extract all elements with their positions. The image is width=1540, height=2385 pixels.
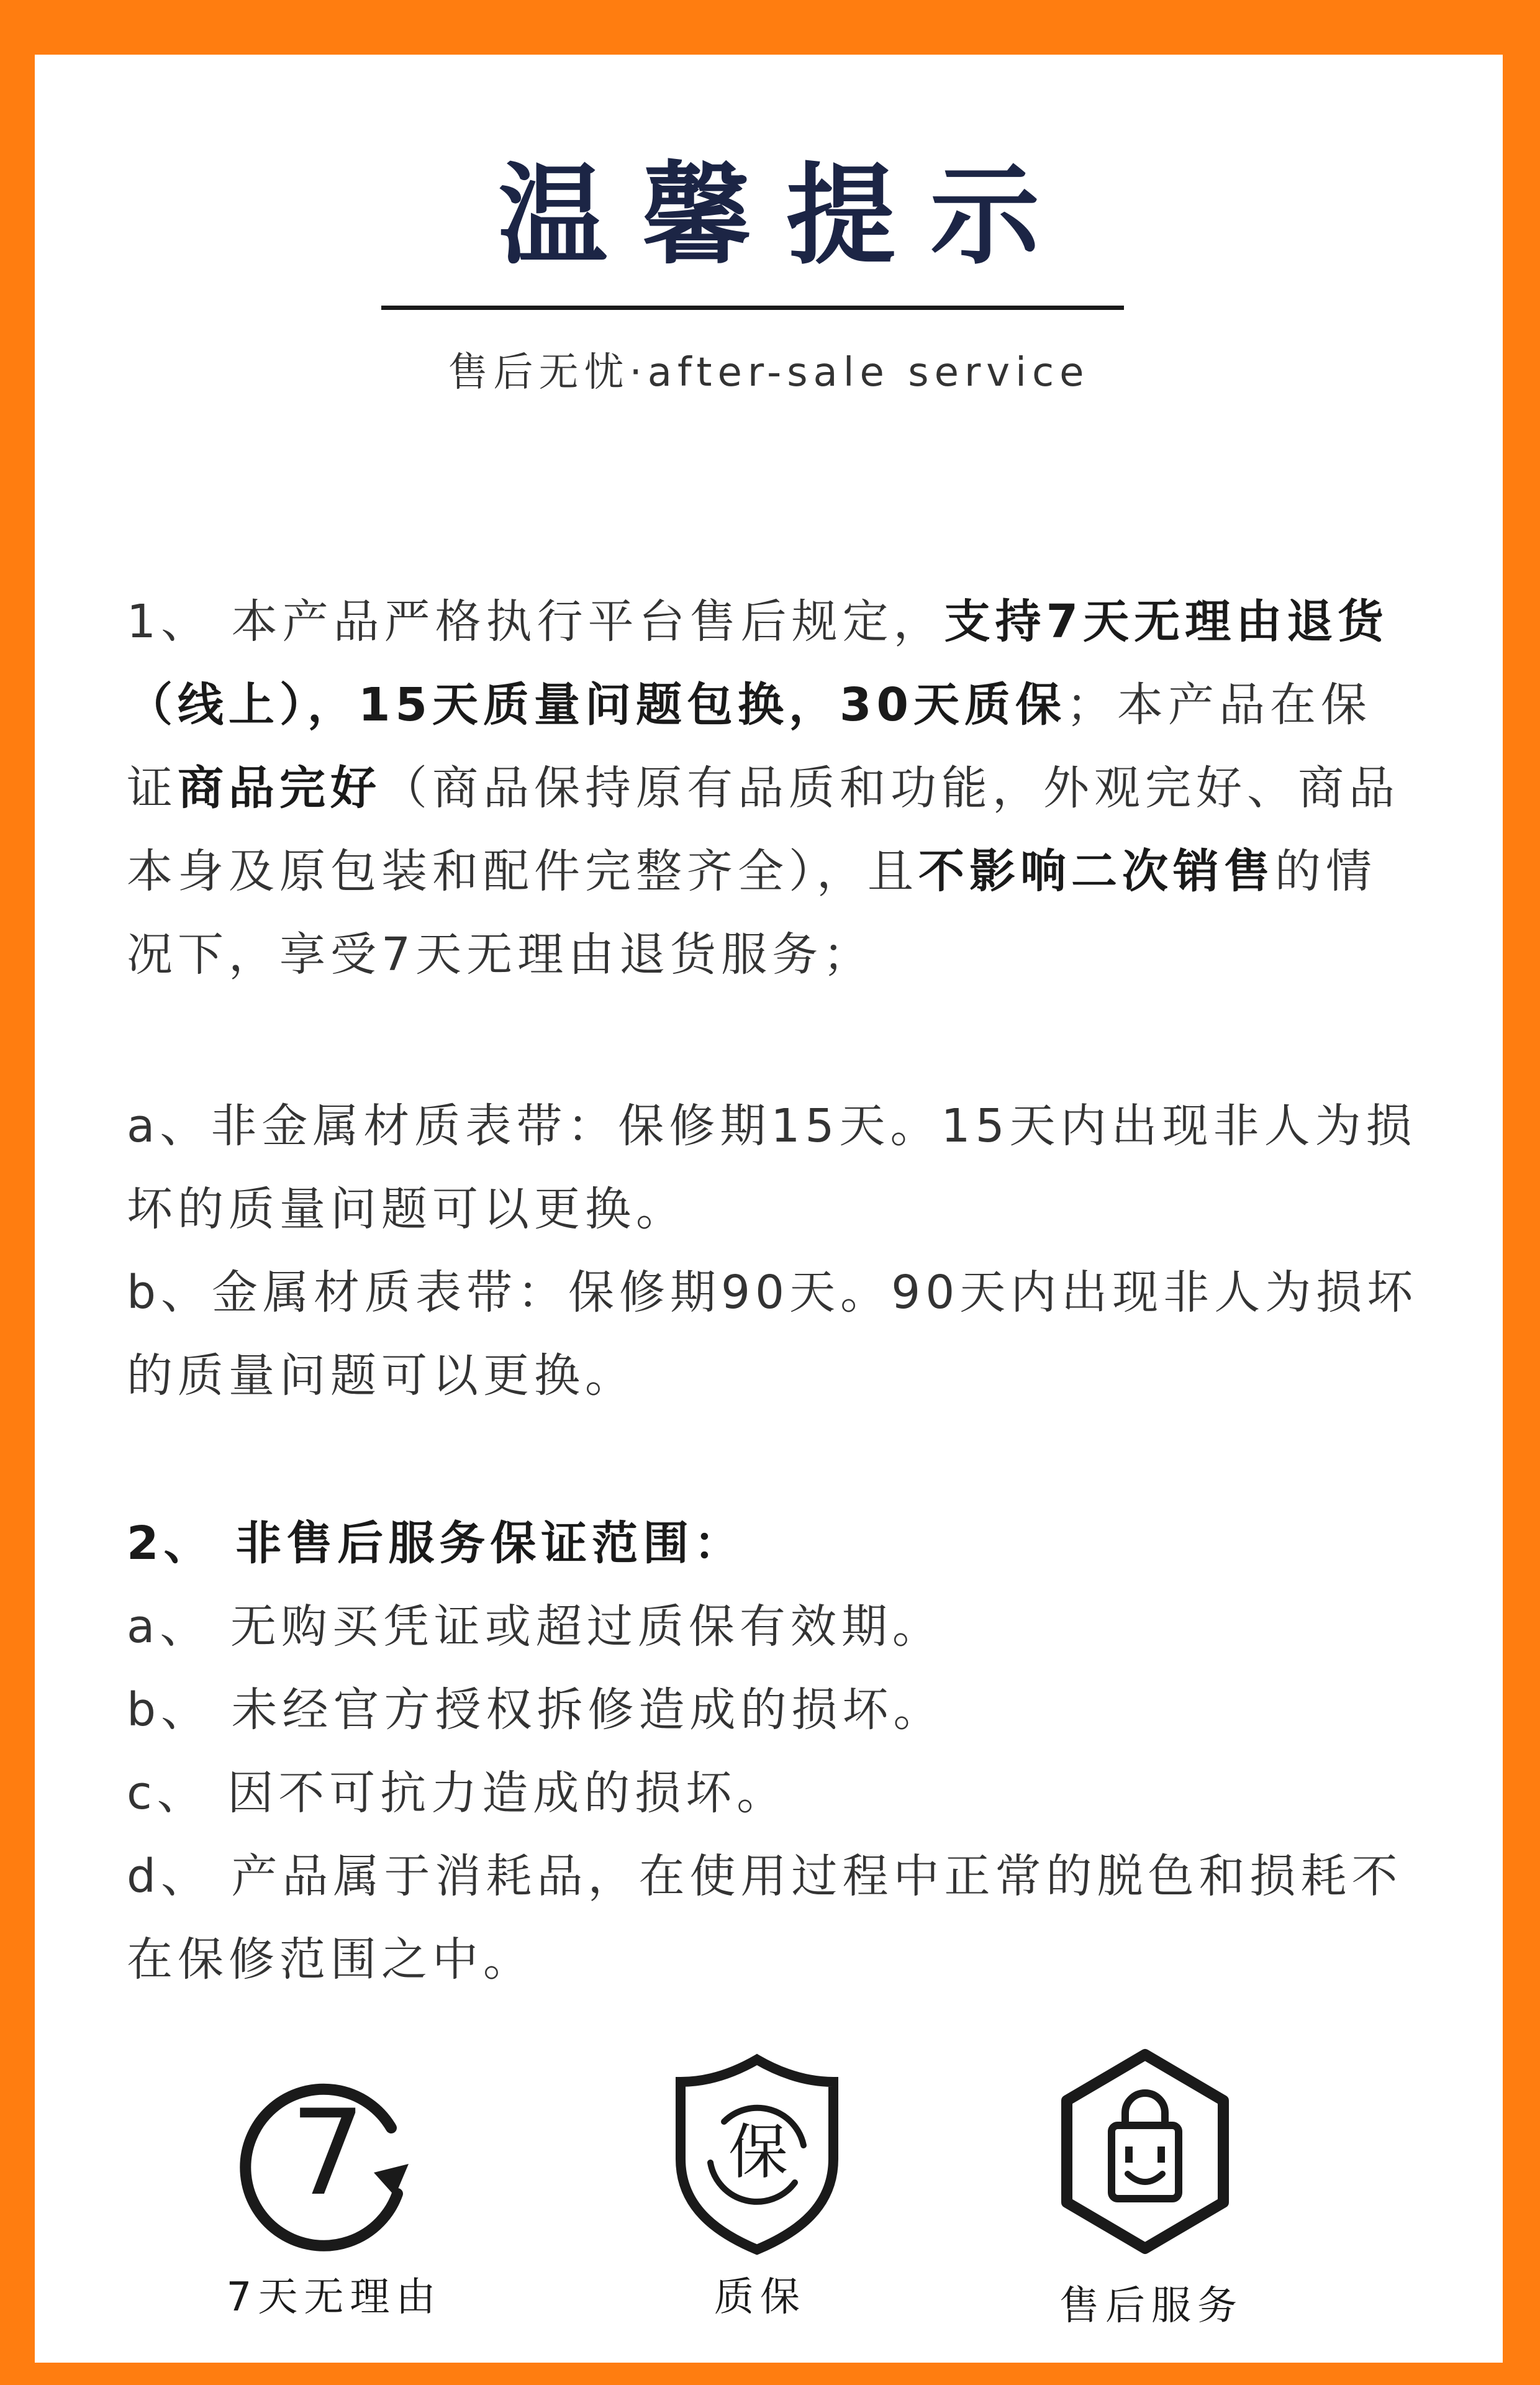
svg-text:7: 7 xyxy=(290,2084,366,2222)
exclusion-item-d: d、 产品属于消耗品，在使用过程中正常的脱色和损耗不在保修范围之中。 xyxy=(127,1850,1403,1986)
policy-text-1: 1、 本产品严格执行平台售后规定， xyxy=(127,595,944,648)
after-sale-label: 售后服务 xyxy=(1059,2283,1243,2329)
exclusion-item-a: a、 无购买凭证或超过质保有效期。 xyxy=(127,1600,943,1653)
page-subtitle: 售后无忧·after-sale service xyxy=(448,350,1090,396)
policy-text-3: （商品保持原有品质和功能，外观完好、商品本身及原包装和配件完整齐全），且 xyxy=(127,761,1400,898)
seven-day-return-label: 7天无理由 xyxy=(226,2274,442,2320)
exclusion-list xyxy=(127,1502,1418,2001)
policy-bold-1: 支持7天无理由退货（线上），15天质量问题包换，30天质保 xyxy=(127,595,1389,732)
return-policy-paragraph xyxy=(127,580,1418,996)
seven-day-return-icon xyxy=(235,2058,433,2257)
warranty-shield-icon xyxy=(667,2052,847,2257)
warranty-item-nonmetal: a、非金属材质表带：保修期15天。15天内出现非人为损坏的质量问题可以更换。 xyxy=(127,1099,1417,1236)
page-title: 温馨提示 xyxy=(497,152,1074,279)
policy-text-4: 的情况下，享受7天无理由退货服务； xyxy=(127,845,1377,981)
warranty-item-metal: b、金属材质表带：保修期90天。90天内出现非人为损坏的质量问题可以更换。 xyxy=(127,1266,1418,1402)
warranty-list xyxy=(127,1084,1418,1417)
warranty-label: 质保 xyxy=(714,2274,806,2320)
exclusion-heading: 2、 非售后服务保证范围： xyxy=(127,1517,745,1570)
policy-bold-2: 商品完好 xyxy=(178,761,381,815)
notice-card xyxy=(35,55,1503,2363)
svg-text:保: 保 xyxy=(728,2117,788,2187)
policy-text-2: ；本产品在保证 xyxy=(127,678,1372,815)
exclusion-item-c: c、 因不可抗力造成的损坏。 xyxy=(127,1766,788,1820)
title-divider xyxy=(381,306,1124,310)
after-sale-bag-icon xyxy=(1052,2046,1238,2257)
policy-bold-3: 不影响二次销售 xyxy=(918,845,1275,898)
exclusion-item-b: b、 未经官方授权拆修造成的损坏。 xyxy=(127,1683,944,1737)
